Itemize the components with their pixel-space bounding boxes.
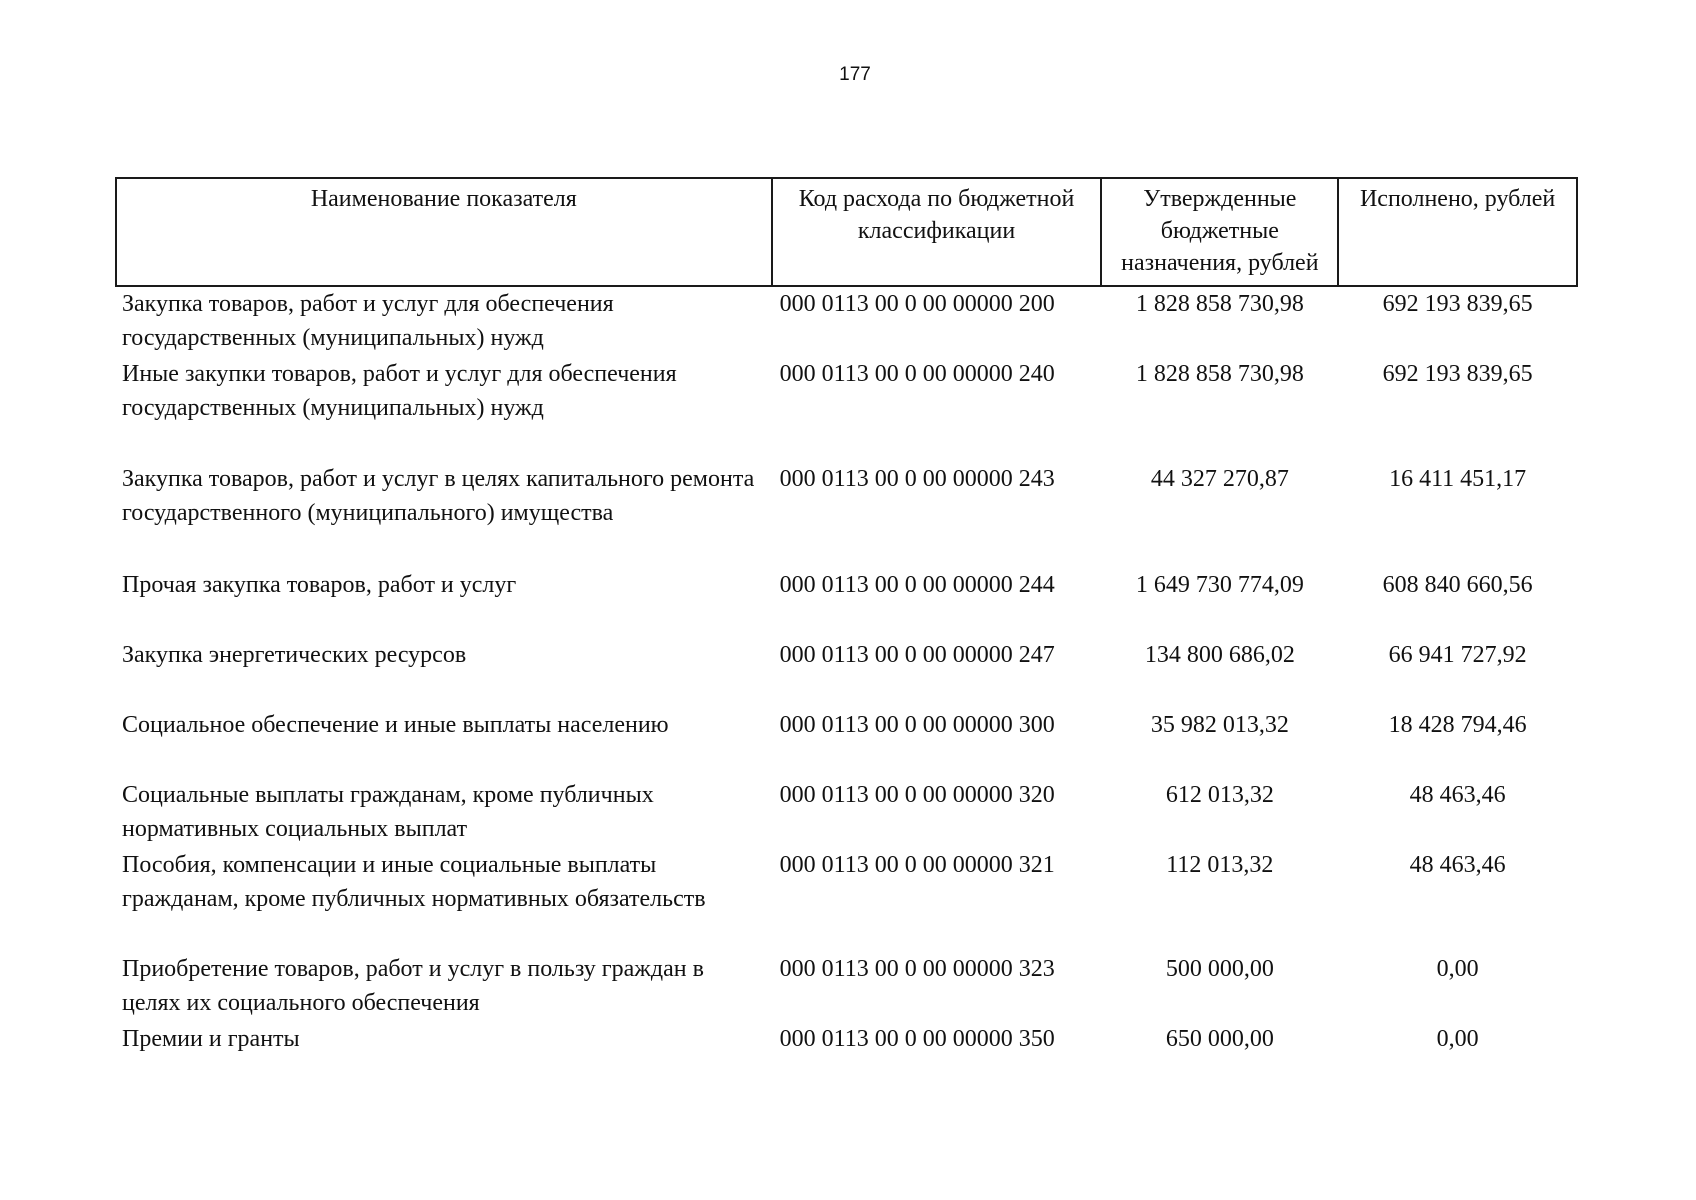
row-code: 000 0113 00 0 00 00000 321	[779, 852, 1055, 878]
row-name: Прочая закупка товаров, работ и услуг	[122, 572, 517, 598]
row-name: Социальные выплаты гражданам, кроме публичных нормативных социальных выплат	[122, 782, 654, 842]
header-name: Наименование показателя	[116, 178, 772, 286]
row-approved: 612 013,32	[1165, 782, 1274, 808]
row-name: Приобретение товаров, работ и услуг в пользу граждан в целях их социального обеспечения	[122, 956, 704, 1016]
row-approved: 1 828 858 730,98	[1135, 361, 1304, 387]
table-row	[116, 357, 1577, 462]
table-header-row	[116, 178, 1577, 286]
row-executed: 16 411 451,17	[1389, 466, 1527, 492]
row-name: Закупка товаров, работ и услуг в целях капитального ремонта государственного (муниципального) имущества	[122, 466, 755, 526]
row-executed: 608 840 660,56	[1382, 572, 1533, 598]
row-approved: 1 649 730 774,09	[1135, 572, 1304, 598]
header-approved: Утвержденные бюджетные назначения, рублей	[1101, 178, 1338, 286]
table-row	[116, 708, 1577, 778]
budget-execution-table	[115, 177, 1578, 1062]
row-executed: 692 193 839,65	[1382, 291, 1533, 317]
row-code: 000 0113 00 0 00 00000 350	[779, 1026, 1055, 1052]
row-code: 000 0113 00 0 00 00000 300	[779, 712, 1055, 738]
header-code: Код расхода по бюджетной классификации	[772, 178, 1102, 286]
row-code: 000 0113 00 0 00 00000 244	[779, 572, 1055, 598]
row-approved: 134 800 686,02	[1144, 642, 1295, 668]
row-executed: 48 463,46	[1409, 782, 1506, 808]
row-code: 000 0113 00 0 00 00000 247	[779, 642, 1055, 668]
row-approved: 44 327 270,87	[1150, 466, 1289, 492]
row-name: Иные закупки товаров, работ и услуг для обеспечения государственных (муниципальных) нужд	[122, 361, 677, 421]
row-approved: 500 000,00	[1165, 956, 1274, 982]
row-code: 000 0113 00 0 00 00000 240	[779, 361, 1055, 387]
row-name: Премии и гранты	[122, 1026, 300, 1052]
row-code: 000 0113 00 0 00 00000 323	[779, 956, 1055, 982]
page-number: 177	[839, 64, 871, 85]
row-code: 000 0113 00 0 00 00000 200	[779, 291, 1055, 317]
row-executed: 0,00	[1436, 956, 1479, 982]
row-executed: 66 941 727,92	[1388, 642, 1527, 668]
row-executed: 692 193 839,65	[1382, 361, 1533, 387]
row-approved: 35 982 013,32	[1150, 712, 1289, 738]
table-row	[116, 462, 1577, 568]
row-code: 000 0113 00 0 00 00000 243	[779, 466, 1055, 492]
row-name: Закупка товаров, работ и услуг для обеспечения государственных (муниципальных) нужд	[122, 291, 614, 351]
table-row	[116, 638, 1577, 708]
row-name: Социальное обеспечение и иные выплаты населению	[122, 712, 669, 738]
row-code: 000 0113 00 0 00 00000 320	[779, 782, 1055, 808]
table-row	[116, 286, 1577, 357]
row-approved: 112 013,32	[1166, 852, 1274, 878]
row-name: Закупка энергетических ресурсов	[122, 642, 467, 668]
row-name: Пособия, компенсации и иные социальные выплаты гражданам, кроме публичных нормативных обязательств	[122, 852, 706, 912]
row-approved: 1 828 858 730,98	[1135, 291, 1304, 317]
header-executed: Исполнено, рублей	[1338, 178, 1577, 286]
table-row	[116, 568, 1577, 638]
table-row	[116, 1022, 1577, 1062]
table-row	[116, 952, 1577, 1022]
row-executed: 18 428 794,46	[1388, 712, 1527, 738]
row-executed: 48 463,46	[1409, 852, 1506, 878]
table-row	[116, 778, 1577, 848]
row-approved: 650 000,00	[1165, 1026, 1274, 1052]
table-row	[116, 848, 1577, 952]
row-executed: 0,00	[1436, 1026, 1479, 1052]
